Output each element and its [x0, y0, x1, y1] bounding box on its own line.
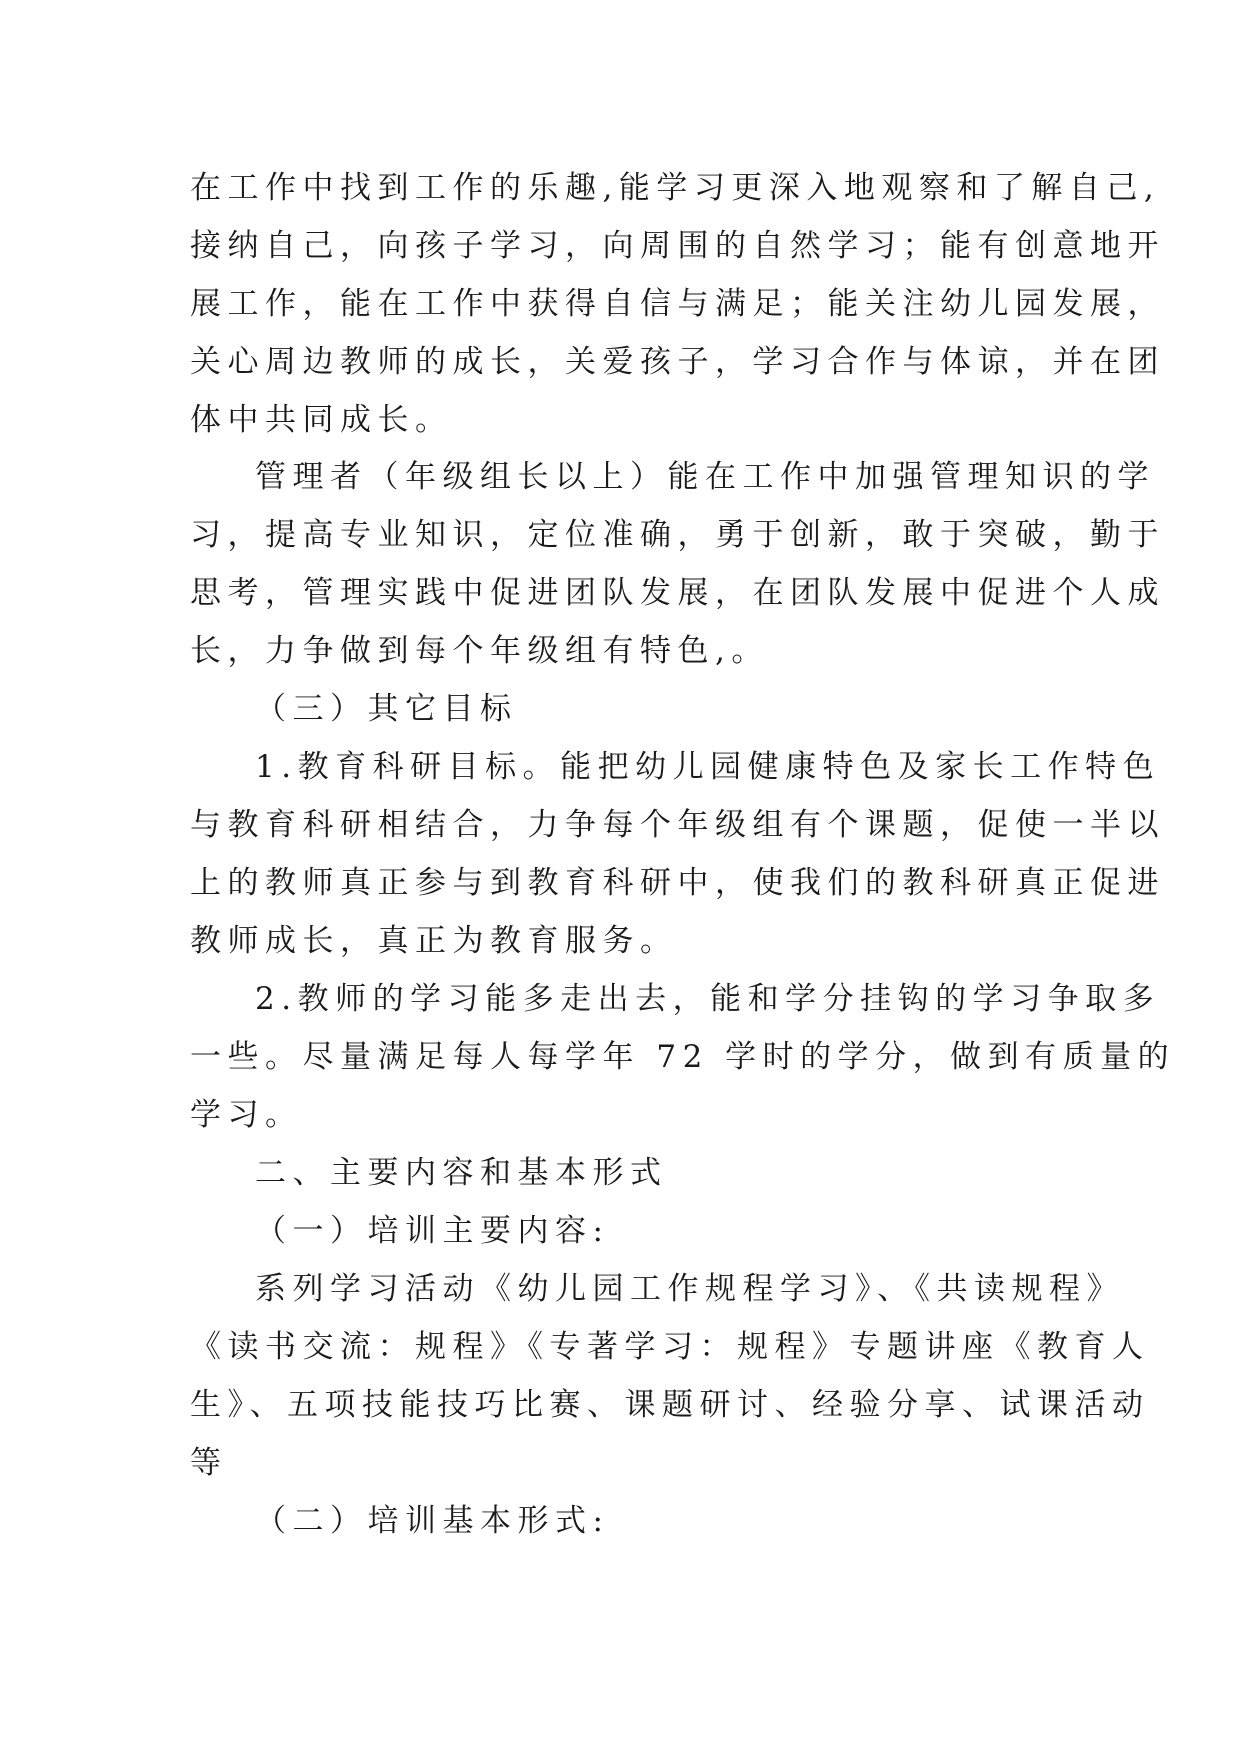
text-line: 《读书交流：规程》《专著学习：规程》专题讲座《教育人: [190, 1329, 1150, 1365]
section-heading: （三）其它目标: [255, 691, 518, 727]
text-line: 体中共同成长。: [190, 402, 453, 438]
paragraph-start-line: 管理者（年级组长以上）能在工作中加强管理知识的学: [255, 459, 1155, 495]
paragraph-start-line: 2.教师的学习能多走出去，能和学分挂钩的学习争取多: [255, 981, 1161, 1017]
text-line: 关心周边教师的成长，关爱孩子，学习合作与体谅，并在团: [190, 344, 1165, 380]
text-line: 教师成长，真正为教育服务。: [190, 923, 678, 959]
section-heading: 二、主要内容和基本形式: [255, 1155, 668, 1191]
text-line: 一些。尽量满足每人每学年 72 学时的学分，做到有质量的: [190, 1039, 1176, 1075]
text-line: 展工作，能在工作中获得自信与满足；能关注幼儿园发展，: [190, 286, 1165, 322]
subsection-heading: （二）培训基本形式:: [255, 1503, 610, 1539]
text-line: 在工作中找到工作的乐趣,能学习更深入地观察和了解自己,: [190, 170, 1161, 206]
text-line: 与教育科研相结合，力争每个年级组有个课题，促使一半以: [190, 807, 1165, 843]
text-line: 上的教师真正参与到教育科研中，使我们的教科研真正促进: [190, 865, 1165, 901]
subsection-heading: （一）培训主要内容:: [255, 1213, 610, 1249]
text-line: 习，提高专业知识，定位准确，勇于创新，敢于突破，勤于: [190, 517, 1165, 553]
paragraph-start-line: 1.教育科研目标。能把幼儿园健康特色及家长工作特色: [255, 749, 1161, 785]
text-line: 思考，管理实践中促进团队发展，在团队发展中促进个人成: [190, 575, 1165, 611]
text-line: 接纳自己，向孩子学习，向周围的自然学习；能有创意地开: [190, 228, 1165, 264]
text-line: 生》、五项技能技巧比赛、课题研讨、经验分享、试课活动: [190, 1387, 1150, 1423]
text-line: 学习。: [190, 1097, 303, 1133]
text-line: 等: [190, 1445, 228, 1481]
paragraph-start-line: 系列学习活动《幼儿园工作规程学习》、《共读规程》: [255, 1271, 1124, 1307]
text-line: 长，力争做到每个年级组有特色,。: [190, 633, 769, 669]
